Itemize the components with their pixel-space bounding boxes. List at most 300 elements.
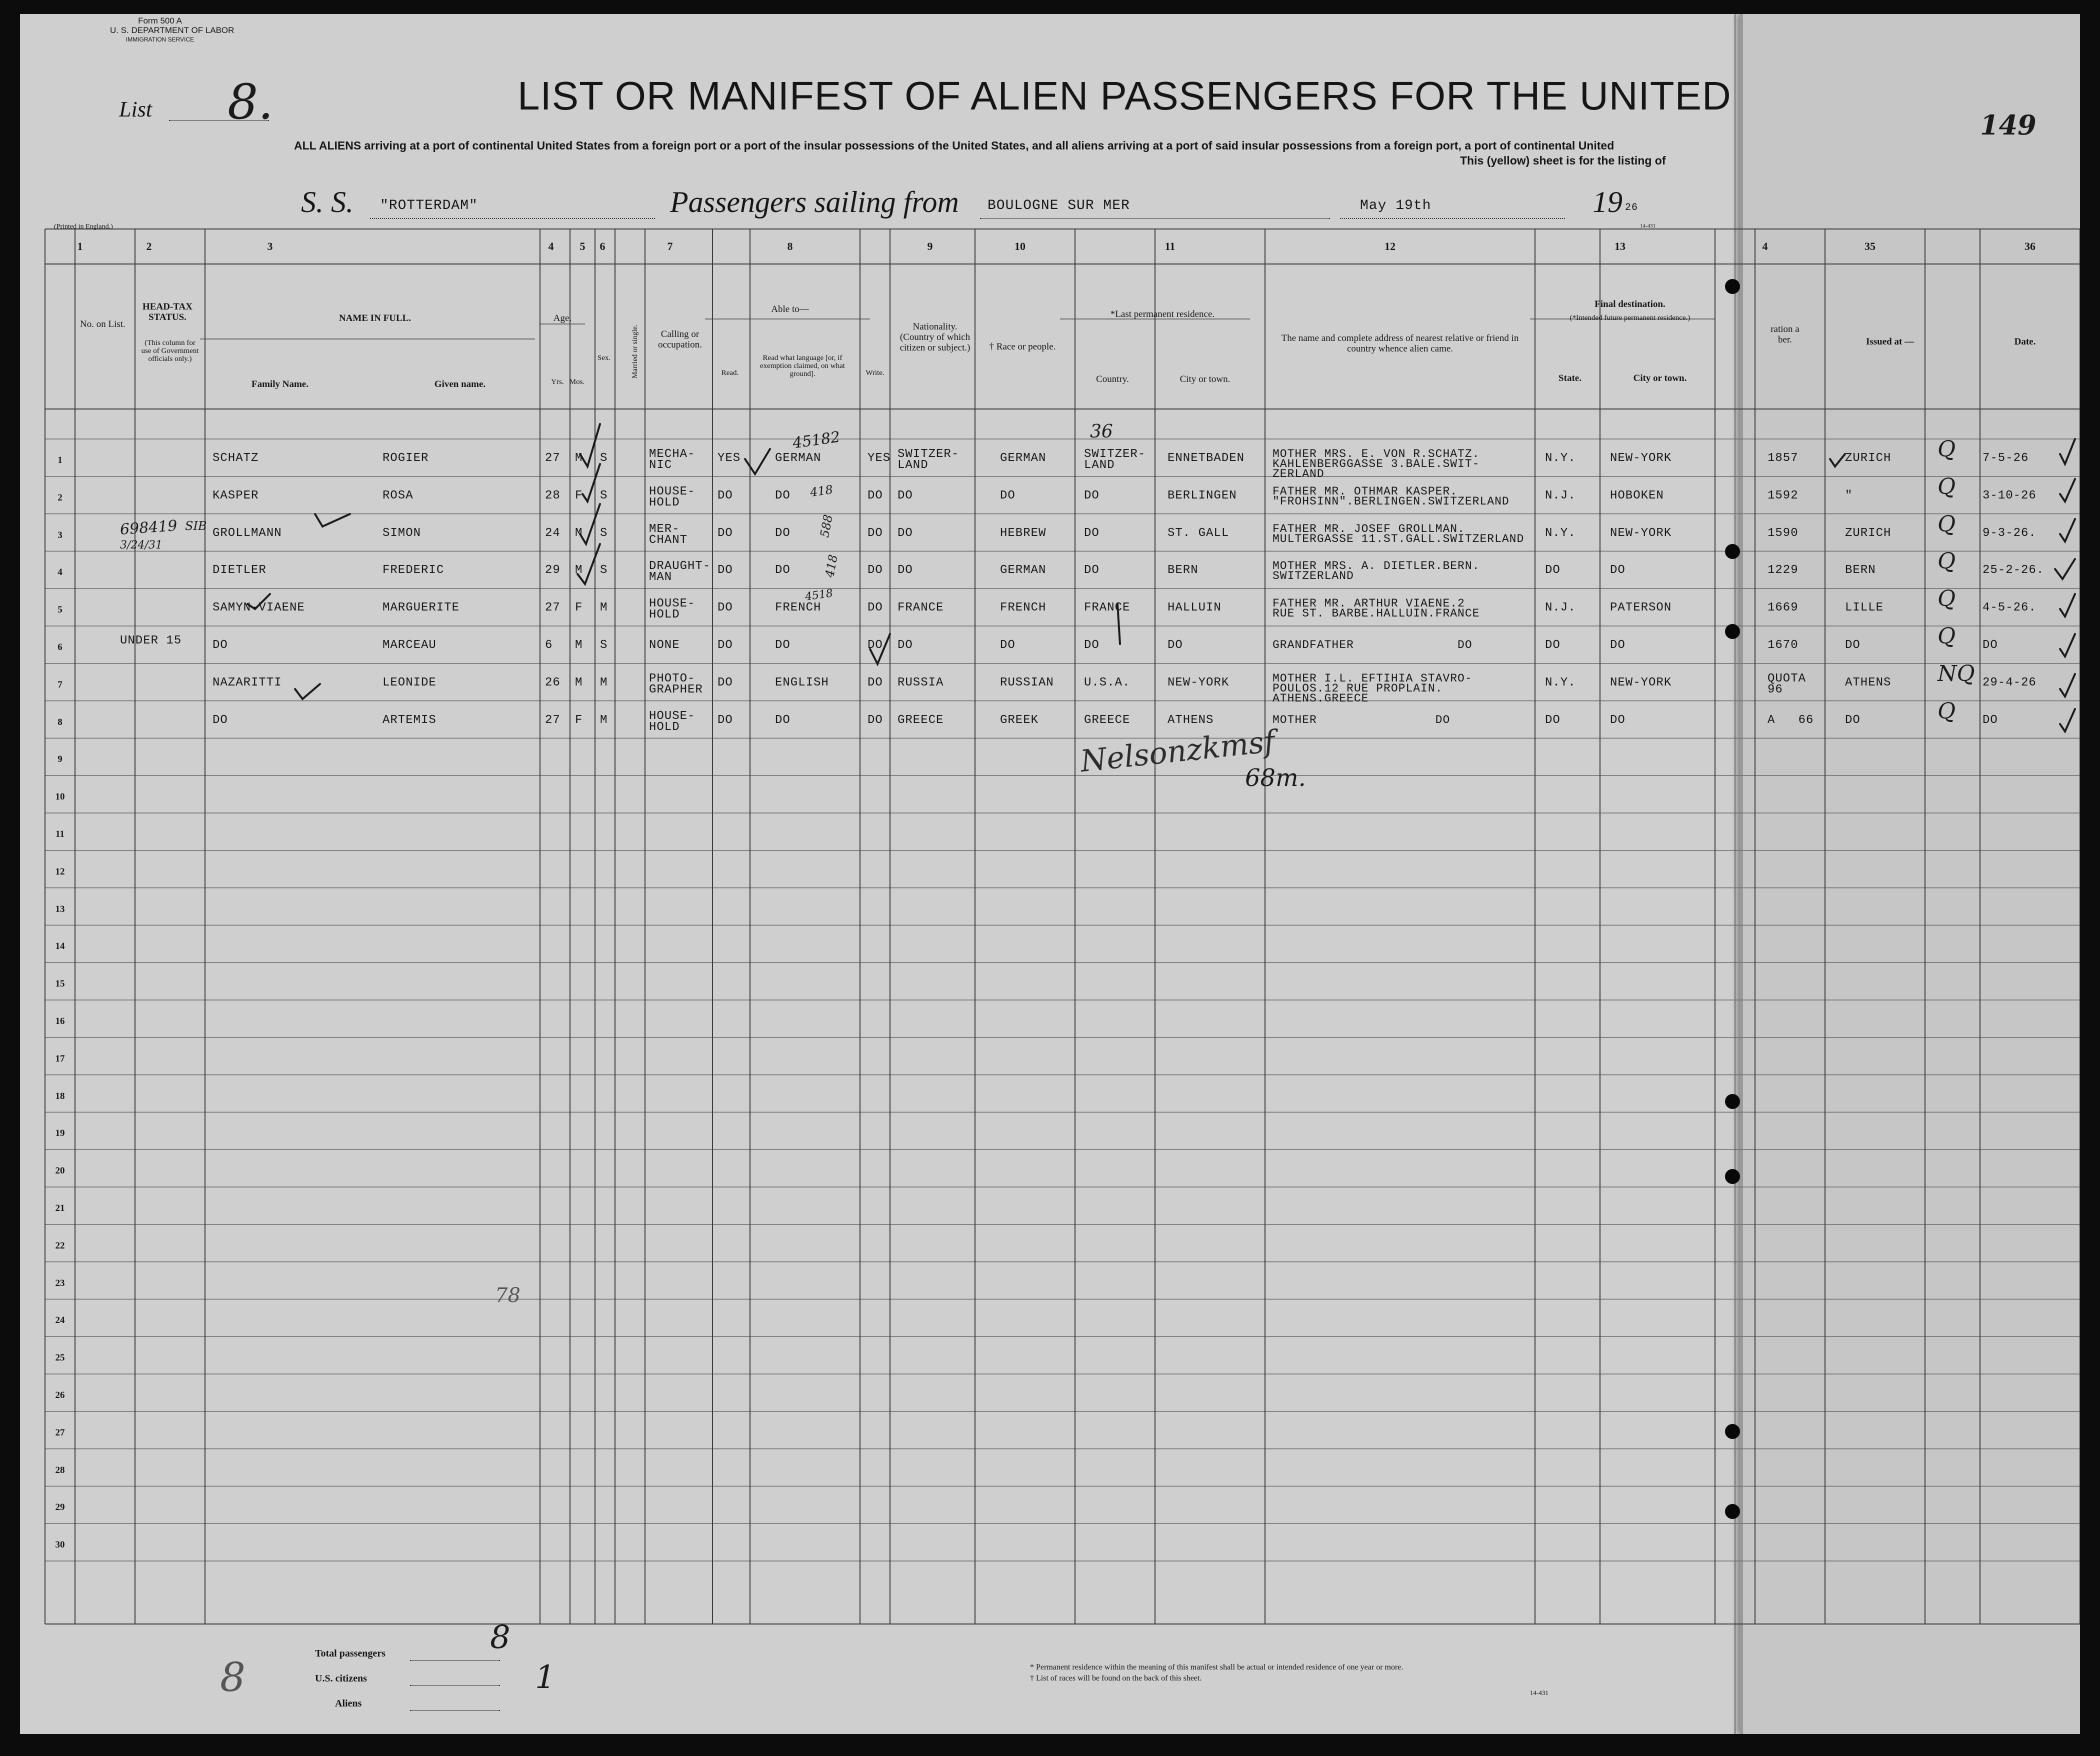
row-number: 14 <box>55 941 65 952</box>
row-number: 6 <box>58 642 62 652</box>
cell-sex: M <box>575 526 583 540</box>
cell-state: DO <box>1545 564 1560 578</box>
cell-language: FRENCH <box>775 601 822 615</box>
cell-language: ENGLISH <box>775 676 829 690</box>
hdr-city: City or town. <box>1180 374 1230 384</box>
cell-family: SCHATZ <box>212 452 259 465</box>
cell-visa-no: 1590 <box>1768 526 1798 540</box>
cell-country: U.S.A. <box>1084 676 1130 690</box>
hdr-final-destination: Final destination. <box>1594 299 1666 310</box>
cell-calling: MER- CHANT <box>649 522 688 547</box>
row-number: 16 <box>55 1016 65 1026</box>
footer-aliens-label: Aliens <box>335 1698 362 1709</box>
cell-nationality: DO <box>898 638 913 652</box>
form-code-top: 14-431 <box>1640 223 1656 229</box>
cell-country: GREECE <box>1084 713 1130 727</box>
cell-calling: HOUSE- HOLD <box>649 709 696 734</box>
column-number: 6 <box>600 240 606 252</box>
cell-given: MARCEAU <box>382 638 436 652</box>
cell-read: DO <box>718 526 733 540</box>
row-number: 28 <box>55 1464 65 1476</box>
inspector-signature: Nelsonzkmsf <box>1078 724 1277 780</box>
cell-relative: GRANDFATHER DO <box>1272 638 1472 652</box>
row-number: 5 <box>58 604 62 616</box>
hdr-country: Country. <box>1096 374 1129 384</box>
cell-write: YES <box>868 452 891 465</box>
cell-calling: HOUSE- HOLD <box>649 597 696 622</box>
cell-state: N.J. <box>1545 601 1576 615</box>
cell-issued-at: DO <box>1845 713 1860 727</box>
hdr-head-tax: HEAD-TAX STATUS. <box>142 302 192 322</box>
hdr-nearest-relative: The name and complete address of nearest relative or friend in country whence alien came. <box>1281 333 1519 354</box>
cell-read: DO <box>718 638 733 652</box>
check-mark <box>295 684 320 699</box>
cell-city: HALLUIN <box>1168 601 1222 615</box>
column-number: 36 <box>2024 240 2036 252</box>
cell-nationality: SWITZER- LAND <box>898 448 960 472</box>
cell-family: GROLLMANN <box>212 526 282 540</box>
cell-visa-type: Q <box>1938 511 1956 537</box>
cell-visa-date: 4-5-26. <box>1982 601 2036 615</box>
cell-country: DO <box>1084 488 1100 502</box>
cell-race: DO <box>1000 638 1016 652</box>
cell-language: DO <box>775 638 790 652</box>
cell-write: DO <box>868 526 883 540</box>
cell-marital: S <box>600 452 608 465</box>
cell-state: N.Y. <box>1545 452 1576 465</box>
column-number: 3 <box>267 240 273 252</box>
hdr-final-note: (*Intended future permanent residence.) <box>1570 314 1690 322</box>
cell-nationality: FRANCE <box>898 601 944 615</box>
cell-calling: PHOTO- GRAPHER <box>649 672 703 696</box>
cell-visa-date: 7-5-26 <box>1982 452 2029 465</box>
manifest-subtitle: ALL ALIENS arriving at a port of continental United States from a foreign port or a port of the insular possessions of the United States, and all aliens arriving at a port of said insular possessions from a foreign port, a port of continental United <box>294 139 1614 152</box>
hdr-visa-number: ration a ber. <box>1770 324 1800 345</box>
row-number: 23 <box>55 1278 65 1288</box>
cell-language: DO <box>775 488 790 502</box>
cell-issued-at: ZURICH <box>1845 526 1892 540</box>
cell-issued-at: ZURICH <box>1845 452 1892 465</box>
cell-visa-date: DO <box>1982 638 1998 652</box>
cell-nationality: DO <box>898 488 913 502</box>
cell-sex: M <box>575 564 583 578</box>
row-number: 17 <box>55 1053 65 1064</box>
footer-citizens-label: U.S. citizens <box>315 1673 367 1684</box>
hdr-name-in-full: NAME IN FULL. <box>338 313 412 324</box>
footer-total-value: 8 <box>490 1619 510 1656</box>
cell-given: ARTEMIS <box>382 713 436 727</box>
departure-port: BOULOGNE SUR MER <box>988 198 1130 214</box>
check-mark <box>2060 674 2075 696</box>
check-mark <box>2060 439 2075 464</box>
cell-language: GERMAN <box>775 452 822 465</box>
binder-hole <box>1725 279 1740 294</box>
column-number: 1 <box>77 240 83 252</box>
row-number: 18 <box>55 1090 65 1102</box>
column-number: 7 <box>667 240 673 252</box>
check-mark <box>248 594 270 609</box>
check-mark <box>315 514 350 526</box>
footnote-residence: * Permanent residence within the meaning of this manifest shall be actual or intended residence of one year or more. <box>1030 1663 1404 1672</box>
annotation-pencil-78: 78 <box>495 1284 520 1307</box>
cell-dest-city: DO <box>1610 564 1626 578</box>
cell-nationality: DO <box>898 526 913 540</box>
cell-country: DO <box>1084 638 1100 652</box>
cell-visa-date: 9-3-26. <box>1982 526 2036 540</box>
cell-country: DO <box>1084 564 1100 578</box>
row-number: 25 <box>55 1352 65 1364</box>
check-mark <box>2060 634 2075 656</box>
cell-marital: S <box>600 488 608 502</box>
column-number: 11 <box>1164 240 1176 252</box>
cell-visa-no: 1592 <box>1768 488 1798 502</box>
row-number: 15 <box>55 978 65 990</box>
cell-given: LEONIDE <box>382 676 436 690</box>
row-number: 4 <box>58 567 62 578</box>
footer-citizens-value: 1 <box>535 1659 556 1696</box>
row-number: 30 <box>55 1540 65 1550</box>
cell-dest-city: PATERSON <box>1610 601 1672 615</box>
cell-visa-no: QUOTA 96 <box>1768 672 1806 696</box>
cell-race: GERMAN <box>1000 564 1046 578</box>
row-number: 27 <box>55 1427 65 1438</box>
cell-dest-city: NEW-YORK <box>1610 452 1672 465</box>
cell-write: DO <box>868 488 883 502</box>
cell-visa-no: 1229 <box>1768 564 1798 578</box>
cell-race: HEBREW <box>1000 526 1046 540</box>
cell-race: RUSSIAN <box>1000 676 1054 690</box>
cell-visa-no: 1670 <box>1768 638 1798 652</box>
cell-race: DO <box>1000 488 1016 502</box>
cell-city: BERLINGEN <box>1168 488 1237 502</box>
hdr-family-name: Family Name. <box>252 379 308 390</box>
check-mark <box>2060 519 2075 542</box>
cell-country: SWITZER- LAND <box>1084 448 1146 472</box>
cell-age: 24 <box>545 526 560 540</box>
check-marks <box>20 14 2080 1734</box>
cell-city: DO <box>1168 638 1183 652</box>
column-number: 8 <box>787 240 793 252</box>
binder-hole <box>1725 1094 1740 1109</box>
column-number: 35 <box>1864 240 1876 252</box>
cell-language: DO <box>775 564 790 578</box>
annotation-lang-2: 418 <box>809 482 834 500</box>
check-mark <box>582 464 600 502</box>
cell-family: NAZARITTI <box>212 676 282 690</box>
check-mark <box>580 424 600 466</box>
manifest-subtitle-2: This (yellow) sheet is for the listing of <box>1460 154 1666 167</box>
printed-in-england: (Printed in England.) <box>54 223 113 230</box>
cell-sex: F <box>575 488 583 502</box>
form-department: U. S. DEPARTMENT OF LABOR <box>110 26 234 35</box>
cell-visa-date: 25-2-26. <box>1982 564 2044 578</box>
hdr-visa-date: Date. <box>2014 336 2036 347</box>
cell-read: DO <box>718 713 733 727</box>
cell-age: 6 <box>545 638 553 652</box>
check-mark <box>745 449 770 474</box>
row-number: 7 <box>58 679 62 690</box>
cell-given: MARGUERITE <box>382 601 460 615</box>
cell-visa-date: 29-4-26 <box>1982 676 2036 690</box>
cell-calling: HOUSE- HOLD <box>649 484 696 510</box>
vessel-name: "ROTTERDAM" <box>380 198 478 214</box>
cell-family: DO <box>212 638 228 652</box>
annotation-lang-4: 418 <box>822 554 840 578</box>
cell-family: DIETLER <box>212 564 266 578</box>
annotation-lang-5: 4518 <box>804 587 834 604</box>
row-number: 8 <box>58 716 62 728</box>
column-number: 4 <box>548 240 554 252</box>
row-number: 12 <box>55 866 65 877</box>
binder-hole <box>1725 1504 1740 1519</box>
cell-issued-at: LILLE <box>1845 601 1884 615</box>
check-mark <box>1830 454 1845 466</box>
cell-age: 26 <box>545 676 560 690</box>
cell-given: ROGIER <box>382 452 429 465</box>
cell-marital: S <box>600 526 608 540</box>
cell-dest-city: DO <box>1610 713 1626 727</box>
cell-marital: S <box>600 638 608 652</box>
row-number: 21 <box>55 1203 65 1214</box>
list-number: 8. <box>228 74 274 130</box>
cell-marital: M <box>600 601 608 615</box>
hdr-months: Mos. <box>569 378 585 386</box>
annotation-under-15: UNDER 15 <box>120 634 182 648</box>
annotation-68m: 68m. <box>1245 764 1306 792</box>
cell-write: DO <box>868 638 883 652</box>
hdr-destination-city: City or town. <box>1633 373 1687 384</box>
footnote-races: † List of races will be found on the back of this sheet. <box>1030 1674 1202 1682</box>
cell-age: 27 <box>545 601 560 615</box>
cell-country: DO <box>1084 526 1100 540</box>
binder-hole <box>1725 624 1740 639</box>
cell-issued-at: ATHENS <box>1845 676 1892 690</box>
cell-relative: MOTHER DO <box>1272 713 1450 726</box>
cell-given: ROSA <box>382 488 414 502</box>
hdr-married-single: Married or single. <box>631 324 639 378</box>
cell-language: DO <box>775 713 790 727</box>
row-number: 3 <box>58 530 62 540</box>
cell-city: ATHENS <box>1168 713 1214 727</box>
cell-visa-type: Q <box>1938 436 1956 462</box>
page-number: 149 <box>1980 109 2036 141</box>
cell-sex: F <box>575 601 583 615</box>
cell-visa-date: 3-10-26 <box>1982 488 2036 502</box>
cell-age: 27 <box>545 452 560 465</box>
year-prefix: 19 <box>1592 186 1622 218</box>
hdr-years: Yrs. <box>551 378 564 386</box>
cell-visa-no: 1857 <box>1768 452 1798 465</box>
departure-date: May 19th <box>1360 198 1432 214</box>
hdr-nationality: Nationality. (Country of which citizen or subject.) <box>900 322 970 353</box>
cell-sex: M <box>575 638 583 652</box>
cell-marital: M <box>600 676 608 690</box>
hdr-race: † Race or people. <box>989 342 1056 352</box>
cell-issued-at: " <box>1845 488 1853 502</box>
annotation-tax-code: SIB <box>185 519 207 533</box>
cell-visa-type: Q <box>1938 548 1956 574</box>
hdr-read-language: Read what language [or, if exemption claimed, on what ground]. <box>760 354 845 378</box>
check-mark <box>1118 604 1120 644</box>
manifest-page <box>20 14 2080 1734</box>
cell-marital: S <box>600 564 608 578</box>
sailing-from-label: Passengers sailing from <box>670 186 959 218</box>
cell-given: FREDERIC <box>382 564 444 578</box>
row-number: 29 <box>55 1502 65 1513</box>
annotation-certificate-number: 698419 <box>119 517 178 538</box>
cell-given: SIMON <box>382 526 422 540</box>
cell-marital: M <box>600 713 608 727</box>
cell-language: DO <box>775 526 790 540</box>
check-mark <box>870 634 890 664</box>
row-number: 19 <box>55 1128 65 1139</box>
cell-state: N.Y. <box>1545 526 1576 540</box>
footer-aliens-line <box>410 1710 500 1711</box>
cell-state: DO <box>1545 713 1560 727</box>
cell-relative: FATHER MR. OTHMAR KASPER. "FROHSINN".BERLINGEN.SWITZERLAND <box>1272 484 1510 508</box>
cell-city: BERN <box>1168 564 1198 578</box>
hdr-last-residence: *Last permanent residence. <box>1110 309 1215 320</box>
cell-sex: M <box>575 676 583 690</box>
cell-age: 29 <box>545 564 560 578</box>
row-number: 22 <box>55 1240 65 1251</box>
binder-hole <box>1725 544 1740 559</box>
cell-relative: FATHER MR. JOSEF GROLLMAN. MULTERGASSE 11.ST.GALL.SWITZERLAND <box>1272 522 1524 546</box>
cell-read: YES <box>718 452 741 465</box>
check-mark <box>2060 594 2075 616</box>
check-mark <box>2060 479 2075 502</box>
form-number: Form 500 A <box>138 16 182 26</box>
cell-city: ENNETBADEN <box>1168 452 1245 465</box>
cell-read: DO <box>718 601 733 615</box>
cell-city: ST. GALL <box>1168 526 1230 540</box>
cell-dest-city: DO <box>1610 638 1626 652</box>
row-number: 11 <box>56 829 64 840</box>
footer-total-line <box>410 1660 500 1661</box>
cell-state: N.J. <box>1545 488 1576 502</box>
row-number: 13 <box>55 904 65 914</box>
cell-nationality: GREECE <box>898 713 944 727</box>
hdr-sex: Sex. <box>597 354 611 362</box>
cell-write: DO <box>868 713 883 727</box>
footer-margin-8: 8 <box>220 1654 246 1700</box>
column-number: 5 <box>580 240 586 252</box>
cell-relative: FATHER MR. ARTHUR VIAENE.2 RUE ST. BARBE.HALLUIN.FRANCE <box>1272 597 1480 620</box>
hdr-no-on-list: No. on List. <box>80 319 126 330</box>
cell-dest-city: HOBOKEN <box>1610 488 1664 502</box>
annotation-lang-1: 45182 <box>792 428 842 452</box>
cell-dest-city: NEW-YORK <box>1610 526 1672 540</box>
hdr-state: State. <box>1558 373 1582 384</box>
cell-visa-type: Q <box>1938 586 1956 612</box>
column-number: 4 <box>1762 240 1768 252</box>
check-mark <box>2060 709 2075 732</box>
cell-nationality: DO <box>898 564 913 578</box>
cell-write: DO <box>868 564 883 578</box>
cell-age: 28 <box>545 488 560 502</box>
cell-race: GREEK <box>1000 713 1039 727</box>
cell-state: N.Y. <box>1545 676 1576 690</box>
cell-visa-no: 1669 <box>1768 601 1798 615</box>
row-number: 24 <box>55 1315 65 1326</box>
hdr-calling: Calling or occupation. <box>658 329 702 350</box>
cell-visa-type: Q <box>1938 698 1956 724</box>
hdr-write: Write. <box>866 369 884 377</box>
list-label: List <box>119 97 152 122</box>
cell-calling: DRAUGHT- MAN <box>649 560 711 584</box>
form-service: IMMIGRATION SERVICE <box>126 36 194 43</box>
check-mark <box>2055 559 2075 579</box>
row-number: 20 <box>55 1166 65 1176</box>
cell-visa-no: A 66 <box>1768 713 1814 727</box>
cell-read: DO <box>718 488 733 502</box>
column-number: 2 <box>146 240 152 252</box>
cell-sex: F <box>575 713 583 727</box>
annotation-tax-date: 3/24/31 <box>120 539 162 552</box>
hdr-age: Age. <box>553 313 572 324</box>
cell-write: DO <box>868 601 883 615</box>
cell-race: GERMAN <box>1000 452 1046 465</box>
cell-family: KASPER <box>212 488 259 502</box>
hdr-given-name: Given name. <box>434 379 486 390</box>
cell-relative: MOTHER I.L. EFTIHIA STAVRO- POULOS.12 RUE PROPLAIN. ATHENS.GREECE <box>1272 672 1472 705</box>
cell-relative: MOTHER MRS. A. DIETLER.BERN. SWITZERLAND <box>1272 560 1480 583</box>
cell-relative: MOTHER MRS. E. VON R.SCHATZ. KAHLENBERGGASSE 3.BALE.SWIT- ZERLAND <box>1272 448 1480 480</box>
column-number: 12 <box>1384 240 1396 252</box>
check-mark <box>578 544 600 584</box>
cell-visa-date: DO <box>1982 713 1998 727</box>
cell-state: DO <box>1545 638 1560 652</box>
cell-visa-type: Q <box>1938 624 1956 649</box>
cell-sex: M <box>575 452 583 465</box>
vessel-label: S. S. <box>301 186 354 218</box>
row-number: 10 <box>55 792 65 802</box>
cell-visa-type: NQ <box>1938 660 1975 686</box>
hdr-issued-at: Issued at — <box>1866 336 1914 347</box>
cell-age: 27 <box>545 713 560 727</box>
row-number: 1 <box>58 455 62 466</box>
year-suffix: 26 <box>1625 202 1638 214</box>
hdr-head-tax-note: (This column for use of Government officials only.) <box>141 339 199 363</box>
column-number: 9 <box>927 240 933 252</box>
hdr-read: Read. <box>721 369 739 377</box>
row-number: 2 <box>58 492 62 503</box>
cell-read: DO <box>718 564 733 578</box>
annotation-lang-3: 588 <box>818 514 836 538</box>
cell-country: FRANCE <box>1084 601 1130 615</box>
row-number: 26 <box>55 1390 65 1400</box>
binder-hole <box>1725 1169 1740 1184</box>
check-mark <box>580 504 600 544</box>
cell-race: FRENCH <box>1000 601 1046 615</box>
row-number: 9 <box>58 754 62 765</box>
cell-calling: NONE <box>649 638 680 652</box>
cell-city: NEW-YORK <box>1168 676 1230 690</box>
cell-nationality: RUSSIA <box>898 676 944 690</box>
binder-hole <box>1725 1424 1740 1439</box>
cell-write: DO <box>868 676 883 690</box>
cell-family: DO <box>212 713 228 727</box>
cell-visa-type: Q <box>1938 474 1956 500</box>
footer-form-code: 14-431 <box>1530 1689 1548 1696</box>
cell-family: SAMYN-VIAENE <box>212 601 305 615</box>
cell-dest-city: NEW-YORK <box>1610 676 1672 690</box>
cell-calling: MECHA- NIC <box>649 448 696 472</box>
cell-issued-at: BERN <box>1845 564 1876 578</box>
annotation-residence-36: 36 <box>1090 422 1113 442</box>
column-number: 10 <box>1014 240 1026 252</box>
cell-read: DO <box>718 676 733 690</box>
